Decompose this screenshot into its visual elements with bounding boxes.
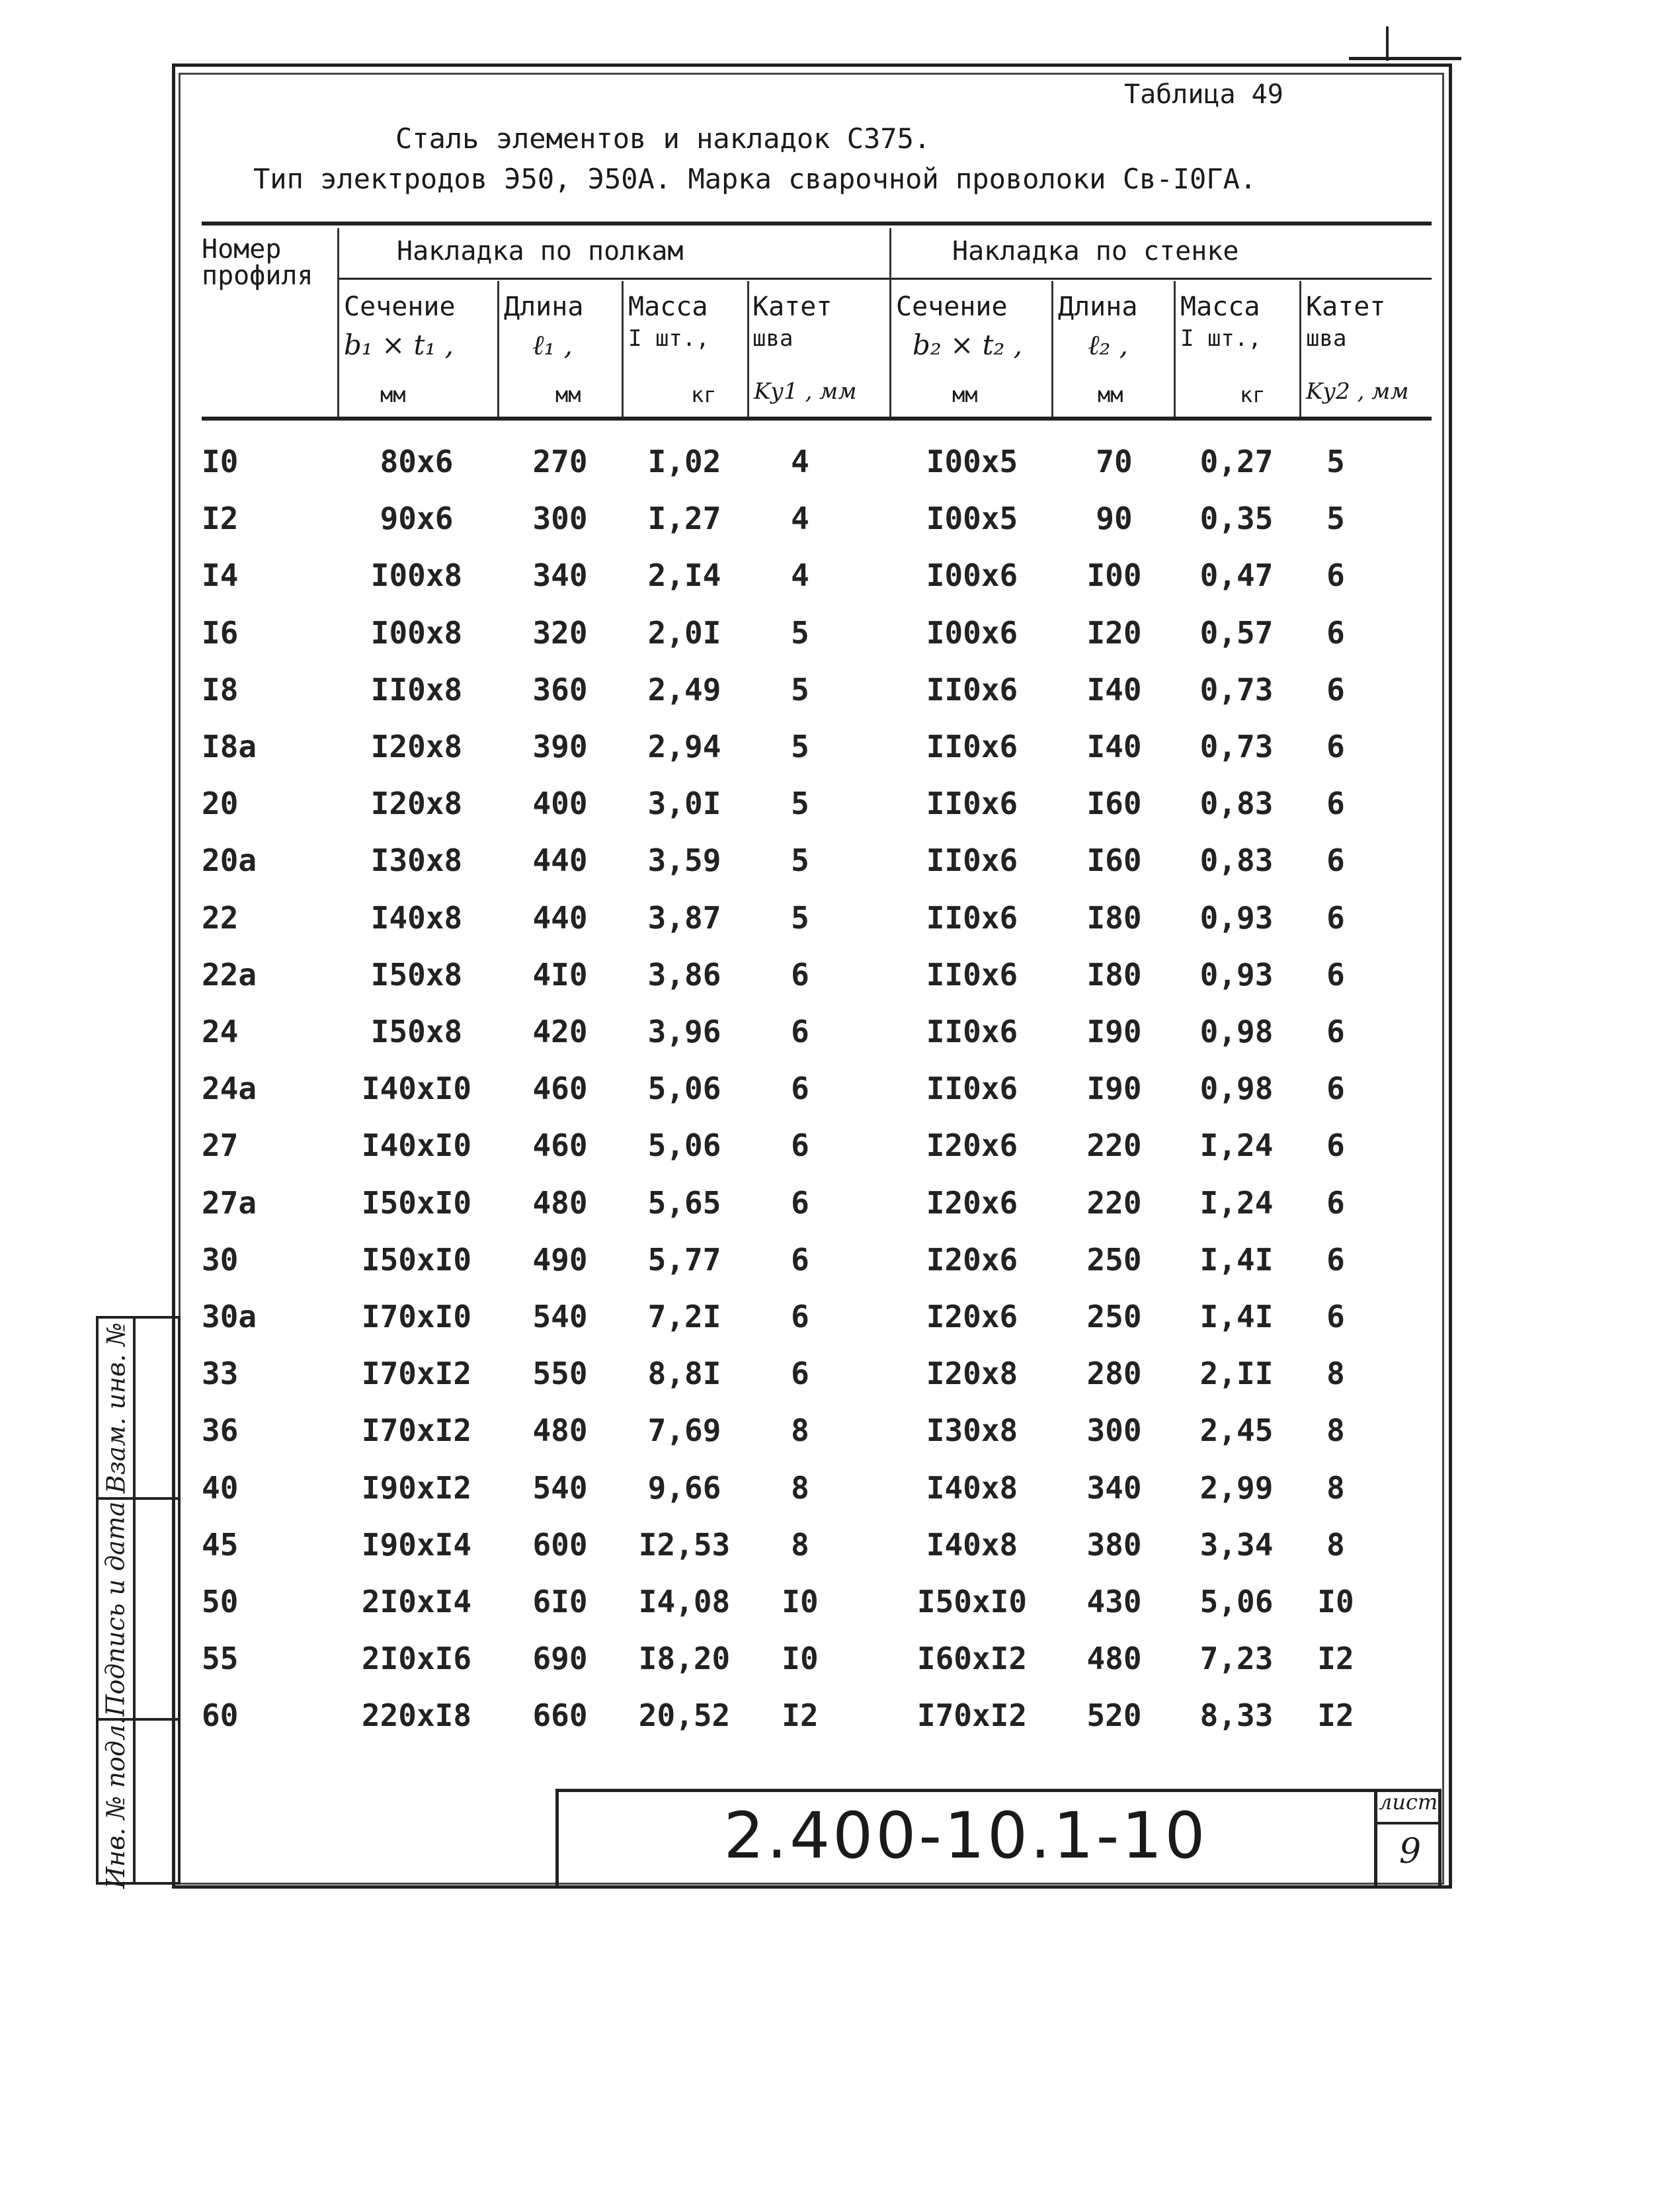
cell-flange-mass: I,27 (647, 501, 721, 537)
cell-flange-length: 660 (532, 1698, 588, 1734)
cell-web-section: II0x6 (926, 786, 1018, 822)
flange-mass-label: Масса (628, 292, 708, 322)
cell-web-length: 280 (1086, 1356, 1142, 1392)
table-title-line-2: Тип электродов Э50, Э50А. Марка сварочной проволоки Св-I0ГА. (253, 163, 1257, 195)
cell-flange-section: 220xI8 (361, 1698, 472, 1734)
cell-web-weld: 6 (1326, 671, 1345, 708)
web-mass-unit: кг (1240, 382, 1266, 407)
cell-web-mass: I,24 (1199, 1127, 1274, 1164)
cell-web-weld: 6 (1326, 956, 1345, 993)
cell-web-mass: 0,27 (1199, 444, 1274, 479)
cell-profile: 36 (202, 1413, 239, 1449)
cell-flange-weld: 6 (791, 1184, 809, 1221)
cell-flange-section: 80x6 (380, 444, 454, 479)
cell-web-weld: 6 (1326, 729, 1345, 764)
table-row (0, 1630, 1665, 1687)
cell-profile: 27 (202, 1127, 239, 1164)
flange-weld-symbol: Kу1 , мм (754, 378, 857, 405)
table-row (0, 1573, 1665, 1630)
flange-weld-label: Катет (752, 292, 832, 322)
cell-web-length: 480 (1086, 1641, 1142, 1677)
web-section-symbol: b₂ × t₂ , (913, 329, 1023, 361)
cell-profile: I8 (202, 671, 239, 708)
cell-web-length: I60 (1086, 786, 1142, 822)
cell-profile: 60 (202, 1698, 239, 1734)
cell-flange-mass: 3,96 (647, 1014, 721, 1049)
header-sep (1299, 281, 1301, 417)
top-edge-mark (1349, 57, 1461, 60)
cell-flange-length: 490 (532, 1241, 588, 1278)
cell-flange-section: I50xI0 (361, 1184, 472, 1221)
cell-web-length: I00 (1086, 557, 1142, 594)
cell-profile: 55 (202, 1641, 239, 1677)
table-row (0, 547, 1665, 604)
cell-web-section: II0x6 (926, 956, 1018, 993)
cell-flange-length: 480 (532, 1184, 588, 1221)
cell-flange-weld: I2 (782, 1698, 819, 1734)
header-sep (1051, 281, 1053, 417)
cell-web-mass: 3,34 (1199, 1526, 1274, 1563)
cell-flange-section: I00x8 (370, 557, 463, 594)
web-length-symbol: ℓ₂ , (1088, 329, 1129, 361)
cell-web-weld: 6 (1326, 1241, 1345, 1278)
table-row (0, 718, 1665, 775)
header-sep (497, 281, 499, 417)
cell-web-section: I70xI2 (916, 1698, 1028, 1734)
cell-profile: 22a (202, 956, 257, 993)
cell-flange-section: I50x8 (370, 956, 463, 993)
cell-profile: 27a (202, 1184, 257, 1221)
table-row (0, 1402, 1665, 1459)
table-row (0, 1231, 1665, 1288)
cell-web-weld: 8 (1326, 1356, 1345, 1392)
cell-web-section: I20x8 (926, 1356, 1018, 1392)
table-row (0, 1687, 1665, 1744)
cell-web-section: I30x8 (926, 1413, 1018, 1449)
cell-web-weld: 8 (1326, 1469, 1345, 1506)
cell-web-mass: 0,98 (1199, 1014, 1274, 1049)
cell-flange-weld: 6 (791, 1356, 809, 1392)
cell-web-mass: 2,45 (1199, 1413, 1274, 1449)
cell-web-mass: 0,35 (1199, 501, 1274, 537)
cell-flange-length: 540 (532, 1299, 588, 1334)
cell-flange-weld: 4 (791, 557, 809, 594)
side-stamp-inv-no (99, 1716, 133, 1889)
cell-web-weld: 6 (1326, 1127, 1345, 1164)
table-row (0, 1459, 1665, 1516)
cell-web-length: 250 (1086, 1299, 1142, 1334)
cell-profile: 30 (202, 1241, 239, 1278)
header-group-rule (339, 278, 1432, 280)
cell-flange-weld: 6 (791, 1299, 809, 1334)
flange-weld-sub: шва (752, 325, 793, 352)
table-row (0, 1516, 1665, 1573)
cell-web-mass: 0,83 (1199, 842, 1274, 879)
cell-flange-mass: I4,08 (638, 1584, 731, 1619)
cell-flange-section: I50xI0 (361, 1241, 472, 1278)
flange-section-unit: мм (380, 382, 406, 407)
table-row (0, 1345, 1665, 1402)
web-section-unit: мм (952, 382, 978, 407)
cell-web-mass: I,4I (1199, 1299, 1274, 1334)
cell-flange-section: I90xI4 (361, 1526, 472, 1563)
web-mass-label: Масса (1180, 292, 1260, 322)
cell-flange-section: I20x8 (370, 786, 463, 822)
cell-flange-length: 390 (532, 729, 588, 764)
cell-flange-mass: 5,06 (647, 1071, 721, 1107)
cell-web-mass: 0,98 (1199, 1071, 1274, 1107)
cell-flange-section: I40xI0 (361, 1071, 472, 1107)
cell-flange-length: 690 (532, 1641, 588, 1677)
cell-web-length: I90 (1086, 1014, 1142, 1049)
cell-flange-weld: 4 (791, 501, 809, 537)
cell-flange-section: I70xI0 (361, 1299, 472, 1334)
cell-flange-mass: 2,49 (647, 671, 721, 708)
cell-flange-mass: 3,59 (647, 842, 721, 879)
cell-web-section: II0x6 (926, 899, 1018, 936)
cell-profile: 50 (202, 1584, 239, 1619)
cell-flange-section: I70xI2 (361, 1356, 472, 1392)
cell-flange-mass: 5,06 (647, 1127, 721, 1164)
group-flange-label: Накладка по полкам (397, 236, 684, 266)
cell-web-mass: I,24 (1199, 1184, 1274, 1221)
cell-flange-weld: 5 (791, 899, 809, 936)
document-code: 2.400-10.1-10 (723, 1799, 1208, 1873)
cell-web-length: 70 (1096, 444, 1133, 479)
cell-web-section: I20x6 (926, 1241, 1018, 1278)
cell-flange-weld: I0 (782, 1584, 819, 1619)
cell-flange-section: I30x8 (370, 842, 463, 879)
cell-web-length: 430 (1086, 1584, 1142, 1619)
table-row (0, 832, 1665, 889)
cell-flange-weld: 6 (791, 1241, 809, 1278)
cell-flange-mass: I,02 (647, 444, 721, 479)
cell-flange-length: 460 (532, 1071, 588, 1107)
cell-flange-mass: 20,52 (638, 1698, 731, 1734)
cell-web-length: 220 (1086, 1127, 1142, 1164)
replace-inv-label: Взам. инв. № (101, 1322, 130, 1494)
cell-web-weld: 6 (1326, 1299, 1345, 1334)
top-corner-mark (1386, 26, 1389, 61)
cell-flange-section: I90xI2 (361, 1469, 472, 1506)
cell-flange-length: 300 (532, 501, 588, 537)
cell-flange-weld: 5 (791, 671, 809, 708)
flange-length-label: Длина (504, 292, 584, 322)
cell-flange-mass: 5,77 (647, 1241, 721, 1278)
cell-flange-length: 420 (532, 1014, 588, 1049)
flange-length-unit: мм (555, 382, 581, 407)
cell-flange-mass: 2,I4 (647, 557, 721, 594)
flange-mass-unit: кг (691, 382, 717, 407)
cell-flange-weld: I0 (782, 1641, 819, 1677)
title-block-separator (1374, 1789, 1377, 1887)
cell-flange-weld: 5 (791, 786, 809, 822)
cell-profile: 20a (202, 842, 257, 879)
web-weld-label: Катет (1306, 292, 1386, 322)
sheet-label: лист (1379, 1789, 1438, 1815)
table-row (0, 490, 1665, 547)
cell-web-mass: 0,73 (1199, 671, 1274, 708)
cell-flange-section: 2I0xI6 (361, 1641, 472, 1677)
cell-flange-weld: 5 (791, 614, 809, 651)
cell-web-section: I00x6 (926, 614, 1018, 651)
cell-web-length: I80 (1086, 899, 1142, 936)
flange-mass-sub: I шт., (628, 325, 710, 352)
cell-web-length: I80 (1086, 956, 1142, 993)
cell-web-weld: 6 (1326, 557, 1345, 594)
cell-profile: 22 (202, 899, 239, 936)
cell-flange-section: 2I0xI4 (361, 1584, 472, 1619)
cell-flange-length: 440 (532, 899, 588, 936)
cell-flange-section: I50x8 (370, 1014, 463, 1049)
cell-flange-length: 600 (532, 1526, 588, 1563)
cell-web-length: I20 (1086, 614, 1142, 651)
cell-web-weld: 6 (1326, 842, 1345, 879)
cell-flange-weld: 4 (791, 444, 809, 479)
cell-web-weld: I0 (1317, 1584, 1354, 1619)
cell-web-weld: 6 (1326, 899, 1345, 936)
cell-web-section: I40x8 (926, 1526, 1018, 1563)
cell-flange-section: 90x6 (380, 501, 454, 537)
inv-no-label: Инв. № подл. (101, 1716, 131, 1889)
table-row (0, 889, 1665, 946)
cell-web-mass: 0,57 (1199, 614, 1274, 651)
header-sep (747, 281, 749, 417)
web-length-label: Длина (1058, 292, 1138, 322)
cell-flange-mass: 3,87 (647, 899, 721, 936)
cell-flange-mass: 8,8I (647, 1356, 721, 1392)
flange-length-symbol: ℓ₁ , (532, 329, 573, 361)
cell-flange-mass: 3,0I (647, 786, 721, 822)
cell-web-weld: 6 (1326, 1014, 1345, 1049)
cell-web-length: 250 (1086, 1241, 1142, 1278)
header-sep (622, 281, 624, 417)
cell-flange-section: I20x8 (370, 729, 463, 764)
cell-web-mass: 0,93 (1199, 956, 1274, 993)
table-row (0, 946, 1665, 1003)
cell-web-weld: 6 (1326, 1071, 1345, 1107)
cell-flange-weld: 6 (791, 1014, 809, 1049)
table-title-line-1: Сталь элементов и накладок С375. (395, 122, 931, 155)
cell-flange-weld: 8 (791, 1413, 809, 1449)
cell-web-weld: 6 (1326, 614, 1345, 651)
group-web-label: Накладка по стенке (952, 236, 1239, 266)
cell-profile: I0 (202, 444, 239, 479)
cell-flange-mass: I2,53 (638, 1526, 731, 1563)
cell-web-mass: 0,73 (1199, 729, 1274, 764)
header-sep (1174, 281, 1176, 417)
cell-web-section: I40x8 (926, 1469, 1018, 1506)
cell-profile: 30a (202, 1299, 257, 1334)
cell-flange-section: II0x8 (370, 671, 463, 708)
header-top-rule (202, 222, 1432, 225)
cell-flange-weld: 5 (791, 842, 809, 879)
cell-flange-mass: 5,65 (647, 1184, 721, 1221)
cell-web-length: 340 (1086, 1469, 1142, 1506)
cell-web-weld: 8 (1326, 1413, 1345, 1449)
cell-web-mass: 2,99 (1199, 1469, 1274, 1506)
cell-web-section: II0x6 (926, 671, 1018, 708)
header-sep (337, 228, 339, 417)
table-row (0, 775, 1665, 832)
table-row (0, 1060, 1665, 1117)
cell-flange-length: 540 (532, 1469, 588, 1506)
cell-flange-length: 460 (532, 1127, 588, 1164)
cell-web-weld: 5 (1326, 501, 1345, 537)
cell-flange-weld: 8 (791, 1469, 809, 1506)
cell-web-mass: 0,93 (1199, 899, 1274, 936)
cell-web-section: I20x6 (926, 1184, 1018, 1221)
cell-flange-mass: 9,66 (647, 1469, 721, 1506)
cell-flange-length: 440 (532, 842, 588, 879)
cell-flange-weld: 6 (791, 956, 809, 993)
cell-web-weld: 6 (1326, 786, 1345, 822)
cell-flange-mass: 2,94 (647, 729, 721, 764)
cell-flange-mass: I8,20 (638, 1641, 731, 1677)
cell-profile: I6 (202, 614, 239, 651)
cell-flange-section: I70xI2 (361, 1413, 472, 1449)
cell-web-mass: I,4I (1199, 1241, 1274, 1278)
cell-web-weld: I2 (1317, 1641, 1354, 1677)
title-block-line (1374, 1822, 1442, 1824)
cell-flange-section: I40x8 (370, 899, 463, 936)
table-row (0, 604, 1665, 661)
cell-profile: 40 (202, 1469, 239, 1506)
cell-flange-weld: 6 (791, 1071, 809, 1107)
cell-profile: I4 (202, 557, 239, 594)
cell-flange-mass: 7,69 (647, 1413, 721, 1449)
cell-web-length: I40 (1086, 671, 1142, 708)
web-section-label: Сечение (896, 292, 1008, 322)
cell-flange-length: 360 (532, 671, 588, 708)
cell-profile: I2 (202, 501, 239, 537)
flange-section-symbol: b₁ × t₁ , (344, 329, 454, 361)
cell-web-mass: 0,83 (1199, 786, 1274, 822)
cell-web-section: II0x6 (926, 842, 1018, 879)
cell-flange-weld: 5 (791, 729, 809, 764)
flange-section-label: Сечение (344, 292, 456, 322)
cell-web-weld: I2 (1317, 1698, 1354, 1734)
cell-flange-mass: 3,86 (647, 956, 721, 993)
cell-flange-weld: 6 (791, 1127, 809, 1164)
cell-flange-length: 320 (532, 614, 588, 651)
cell-web-section: I20x6 (926, 1299, 1018, 1334)
cell-web-length: 220 (1086, 1184, 1142, 1221)
cell-web-section: I50xI0 (916, 1584, 1028, 1619)
cell-web-section: II0x6 (926, 1014, 1018, 1049)
cell-profile: I8a (202, 729, 257, 764)
cell-web-weld: 5 (1326, 444, 1345, 479)
cell-web-section: I20x6 (926, 1127, 1018, 1164)
table-row (0, 433, 1665, 490)
cell-flange-length: 480 (532, 1413, 588, 1449)
web-weld-sub: шва (1306, 325, 1347, 352)
cell-web-mass: 5,06 (1199, 1584, 1274, 1619)
cell-flange-length: 270 (532, 444, 588, 479)
web-weld-symbol: Kу2 , мм (1306, 378, 1409, 405)
web-length-unit: мм (1098, 382, 1123, 407)
cell-flange-length: 400 (532, 786, 588, 822)
cell-profile: 24 (202, 1014, 239, 1049)
cell-web-mass: 2,II (1199, 1356, 1274, 1392)
col-profile-label-1: Номер (202, 234, 282, 265)
cell-web-weld: 8 (1326, 1526, 1345, 1563)
cell-flange-section: I00x8 (370, 614, 463, 651)
cell-web-length: 300 (1086, 1413, 1142, 1449)
header-sep (889, 228, 891, 417)
cell-flange-length: 340 (532, 557, 588, 594)
cell-web-section: I00x5 (926, 444, 1018, 479)
web-mass-sub: I шт., (1180, 325, 1262, 352)
cell-profile: 24a (202, 1071, 257, 1107)
table-row (0, 1003, 1665, 1060)
table-row (0, 1174, 1665, 1231)
cell-flange-mass: 2,0I (647, 614, 721, 651)
sheet-number: 9 (1399, 1832, 1422, 1871)
table-row (0, 1117, 1665, 1174)
cell-web-weld: 6 (1326, 1184, 1345, 1221)
cell-web-section: I60xI2 (916, 1641, 1028, 1677)
col-profile-label-2: профиля (202, 261, 313, 291)
cell-web-length: I90 (1086, 1071, 1142, 1107)
cell-web-length: 520 (1086, 1698, 1142, 1734)
table-row (0, 1288, 1665, 1345)
cell-flange-mass: 7,2I (647, 1299, 721, 1334)
cell-web-section: I00x5 (926, 501, 1018, 537)
cell-profile: 33 (202, 1356, 239, 1392)
cell-web-section: II0x6 (926, 729, 1018, 764)
cell-profile: 45 (202, 1526, 239, 1563)
table-number: Таблица 49 (1124, 79, 1283, 110)
cell-flange-length: 550 (532, 1356, 588, 1392)
cell-flange-length: 6I0 (532, 1584, 588, 1619)
cell-web-length: I40 (1086, 729, 1142, 764)
cell-profile: 20 (202, 786, 239, 822)
sign-date-label: Подпись и дата (101, 1501, 131, 1717)
cell-web-mass: 8,33 (1199, 1698, 1274, 1734)
cell-web-section: I00x6 (926, 557, 1018, 594)
cell-flange-section: I40xI0 (361, 1127, 472, 1164)
cell-web-mass: 7,23 (1199, 1641, 1274, 1677)
cell-web-length: 90 (1096, 501, 1133, 537)
cell-web-mass: 0,47 (1199, 557, 1274, 594)
header-bottom-rule (202, 417, 1432, 421)
table-row (0, 661, 1665, 718)
cell-flange-length: 4I0 (532, 956, 588, 993)
cell-web-length: 380 (1086, 1526, 1142, 1563)
cell-web-section: II0x6 (926, 1071, 1018, 1107)
cell-web-length: I60 (1086, 842, 1142, 879)
cell-flange-weld: 8 (791, 1526, 809, 1563)
